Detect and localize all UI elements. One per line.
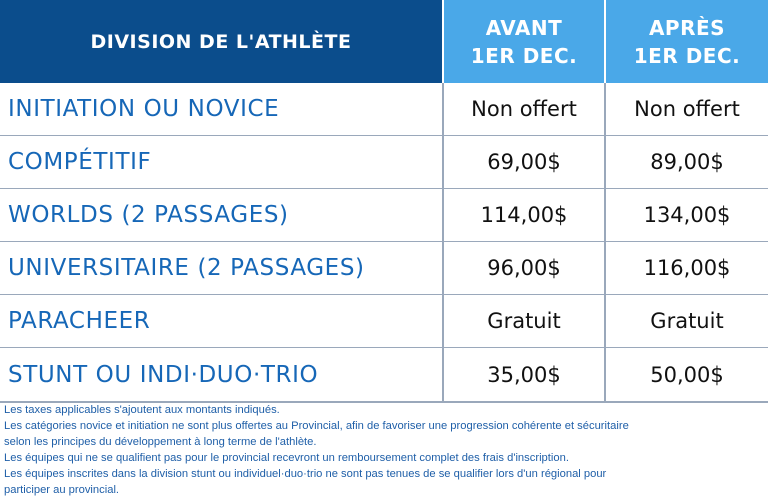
header-apres-line1: APRÈS <box>648 15 726 40</box>
header-apres <box>604 0 768 83</box>
row-price-avant: 69,00$ <box>442 136 604 189</box>
footnote-line: Les catégories novice et initiation ne sont plus offertes au Provincial, afin de favoriser une progression cohérente et sécuritaire <box>4 420 629 433</box>
footnote-line: selon les principes du développement à long terme de l'athlète. <box>4 436 317 449</box>
row-division: WORLDS (2 PASSAGES) <box>0 189 442 242</box>
row-price-apres: Non offert <box>604 83 768 136</box>
row-division: COMPÉTITIF <box>0 136 442 189</box>
header-avant-line2: 1ER DEC. <box>470 43 578 68</box>
footnote-line: Les taxes applicables s'ajoutent aux montants indiqués. <box>4 404 280 416</box>
row-price-apres: 116,00$ <box>604 242 768 295</box>
row-price-avant: 114,00$ <box>442 189 604 242</box>
header-apres-line2: 1ER DEC. <box>633 43 741 68</box>
row-price-apres: 50,00$ <box>604 348 768 401</box>
footnotes <box>4 402 764 499</box>
header-avant <box>442 0 604 83</box>
row-division: STUNT OU INDI·DUO·TRIO <box>8 361 319 388</box>
footnote-line: Les équipes qui ne se qualifient pas pour le provincial recevront un remboursement complet des frais d'inscription. <box>4 452 569 465</box>
row-price-avant: 35,00$ <box>442 348 604 401</box>
row-price-apres: Gratuit <box>604 295 768 348</box>
row-price-apres: 89,00$ <box>604 136 768 189</box>
footnote-line: participer au provincial. <box>4 484 120 497</box>
header-division-label: DIVISION DE L'ATHLÈTE <box>90 30 352 53</box>
row-price-avant: Gratuit <box>442 295 604 348</box>
row-division: PARACHEER <box>0 295 442 348</box>
row-division: INITIATION OU NOVICE <box>0 83 442 136</box>
row-price-avant: 96,00$ <box>442 242 604 295</box>
header-division <box>0 0 442 83</box>
footnote-line: Les équipes inscrites dans la division stunt ou individuel·duo·trio ne sont pas tenues de se qualifier lors d'un régional pour <box>4 468 607 481</box>
header-avant-line1: AVANT <box>485 15 563 40</box>
row-price-apres: 134,00$ <box>604 189 768 242</box>
row-price-avant: Non offert <box>442 83 604 136</box>
row-division: UNIVERSITAIRE (2 PASSAGES) <box>0 242 442 295</box>
